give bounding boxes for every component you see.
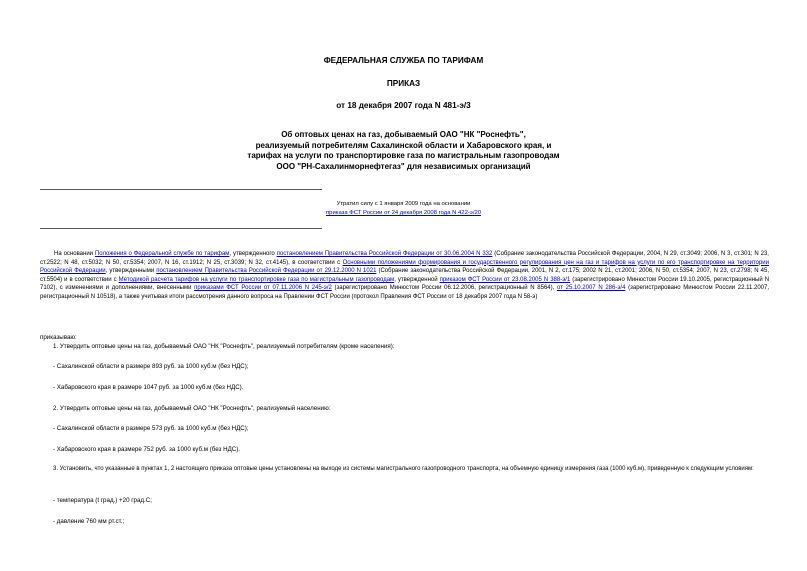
orders-word: приказываю:: [40, 334, 77, 341]
preamble-text-4: , утвержденными: [105, 268, 157, 275]
preamble-text-6: , утвержденной: [394, 276, 440, 283]
document-title: [0, 130, 807, 172]
link-fts-regulation[interactable]: Положения о Федеральной службе по тарифам: [94, 251, 230, 257]
title-line-2: реализуемый потребителям Сахалинской области и Хабаровского края, и: [255, 140, 552, 150]
doc-type-heading: ПРИКАЗ: [386, 79, 421, 88]
preamble-text-3: (Собрание законодательства Российской Федерации, 2004, N 29, ст.3049; 2006, N 3, ст.301; N 23, ст.2522; N 48, ст.5032; N 50, ст.5354; 2007, N 16, ст.1912; N 25, ст.3039; N 32, ст.4145), в соответствии с: [40, 251, 769, 266]
link-order-286[interactable]: от 25.10.2007 N 286-э/4: [556, 285, 626, 292]
item-3: 3. Установить, что указанные в пунктах 1, 2 настоящего приказа оптовые цены установлены на выходе из системы магистрального газопроводного транспорта, на объемную единицу измерения газа (1000 куб.м), приведенную к следующим условиям:: [53, 466, 754, 472]
item-1: 1. Утвердить оптовые цены на газ, добываемый ОАО "НК "Роснефть", реализуемый потребителям (кроме населения):: [53, 343, 395, 350]
status-link[interactable]: приказа ФСТ России от 24 декабря 2008 года N 422-э/20: [325, 210, 482, 216]
preamble-text-8: (зарегистрировано Минюстом России 06.12.2006, регистрационный N 8564),: [331, 285, 557, 292]
link-decree-1021[interactable]: постановлением Правительства Российской Федерации от 29.12.2000 N 1021: [156, 268, 377, 275]
preamble-text-1: На основании: [54, 251, 95, 257]
preamble-text-9: (зарегистрировано Минюстом России 22.11.2007, регистрационный N 10518), а также учитывая итоги рассмотрения данного вопроса на Правлении ФСТ России (протокол Правления ФСТ России от 18 декабря 2007 года N 58-э): [40, 285, 769, 300]
item-3-pressure: - давление 760 мм рт.ст.;: [53, 518, 125, 525]
link-tariff-methodology[interactable]: Методикой расчета тарифов на услуги по транспортировке газа по магистральным газопроводам: [118, 276, 395, 283]
link-order-245[interactable]: приказами ФСТ России от 07.11.2006 N 245-э/2: [194, 285, 332, 292]
link-decree-332[interactable]: постановлением Правительства Российской Федерации от 30.06.2004 N 332: [276, 251, 493, 257]
agency-heading: ФЕДЕРАЛЬНАЯ СЛУЖБА ПО ТАРИФАМ: [323, 56, 484, 65]
item-3-temperature: - температура (t град.) +20 град.С;: [53, 497, 152, 504]
status-note: [0, 200, 807, 218]
status-text: Утратил силу с 1 января 2009 года на основании: [336, 201, 471, 207]
item-2-sakhalin: - Сахалинской области в размере 573 руб. за 1000 куб.м (без НДС);: [53, 425, 249, 432]
link-basic-provisions[interactable]: Основными положениями формирования и государственного регулирования цен на газ и тарифов на услуги по его транспортировке на территории Российской Федерации: [40, 259, 769, 275]
divider-bottom: [40, 228, 322, 229]
date-number-heading: от 18 декабря 2007 года N 481-э/3: [336, 101, 471, 110]
preamble-text-7: (зарегистрировано Минюстом России 19.10.2005, регистрационный N 7102), с изменениями и дополнениями, внесенными: [40, 276, 770, 292]
preamble-text-2: , утвержденного: [229, 251, 277, 257]
title-line-4: ООО "РН-Сахалинморнефтегаз" для независимых организаций: [276, 161, 531, 171]
item-2-khabarovsk: - Хабаровского края в размере 752 руб. за 1000 куб.м (без НДС).: [53, 446, 241, 453]
item-1-khabarovsk: - Хабаровского края в размере 1047 руб. за 1000 куб.м (без НДС).: [53, 384, 244, 391]
item-2: 2. Утвердить оптовые цены на газ, добываемый ОАО "НК "Роснефть", реализуемый населению:: [53, 405, 331, 412]
item-1-sakhalin: - Сахалинской области в размере 893 руб. за 1000 куб.м (без НДС);: [53, 363, 249, 370]
preamble-paragraph: [40, 250, 769, 302]
divider-top: [40, 189, 322, 190]
title-line-3: тарифах на услуги по транспортировке газа по магистральным газопроводам: [247, 151, 560, 161]
preamble-text-5: (Собрание законодательства Российской Федерации, 2001, N 2, ст.175; 2002 N 21, ст.2001; 2006, N 50, ст.5354; 2007, N 23, ст.2798; N 45, ст.5504) и в соответствии с: [40, 268, 769, 283]
title-line-1: Об оптовых ценах на газ, добываемый ОАО "НК "Роснефть",: [281, 130, 526, 139]
link-order-388[interactable]: приказом ФСТ России от 23.08.2005 N 388-э/1: [439, 276, 571, 283]
